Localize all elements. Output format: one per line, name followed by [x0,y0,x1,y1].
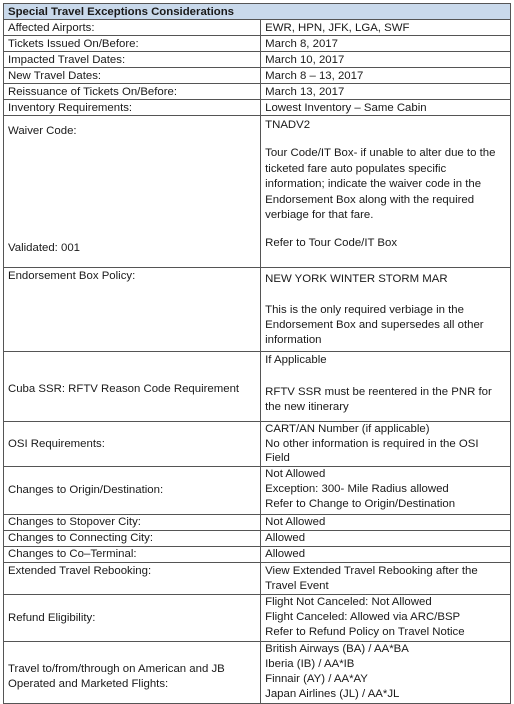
new-dates-value: March 8 – 13, 2017 [261,68,511,84]
table-row [4,546,511,562]
origin-destination-value-3: Refer to Change to Origin/Destination [265,497,456,510]
coterminal-value: Allowed [261,546,511,562]
waiver-label-cell [4,116,261,268]
table-row [4,36,511,52]
origin-destination-value-2: Exception: 300- Mile Radius allowed [265,482,449,495]
table-row [4,52,511,68]
partner-airline: Iberia (IB) / AA*IB [265,657,355,670]
osi-value-cell [261,422,511,467]
endorsement-value-cell [261,268,511,352]
table-row-extended [4,562,511,594]
table-row-waiver [4,116,511,268]
osi-value-2: No other information is required in the OSI Field [265,437,479,464]
refund-value-2: Flight Canceled: Allowed via ARC/BSP [265,610,461,623]
new-dates-label: New Travel Dates: [4,68,261,84]
table-row [4,100,511,116]
table-row [4,84,511,100]
table-row [4,530,511,546]
table-row [4,514,511,530]
table-row-origin-destination [4,466,511,514]
table-row [4,68,511,84]
table-row-partners [4,641,511,703]
partners-value-cell [261,641,511,703]
osi-value-1: CART/AN Number (if applicable) [265,423,430,435]
extended-value: View Extended Travel Rebooking after the Travel Event [261,562,511,594]
validated-label: Validated: 001 [8,242,80,254]
table-row-osi [4,422,511,467]
affected-airports-value: EWR, HPN, JFK, LGA, SWF [261,20,511,36]
waiver-code-label: Waiver Code: [8,125,77,137]
connecting-label: Changes to Connecting City: [4,530,261,546]
table-row-endorsement [4,268,511,352]
reissuance-label: Reissuance of Tickets On/Before: [4,84,261,100]
endorsement-label: Endorsement Box Policy: [4,268,261,352]
endorsement-note: This is the only required verbiage in the Endorsement Box and supersedes all other information [265,304,484,346]
table-header-row [4,4,511,20]
cuba-value: If Applicable [265,354,327,366]
table-row-cuba [4,352,511,422]
partners-label: Travel to/from/through on American and JB Operated and Marketed Flights: [4,641,261,703]
partner-airline: Japan Airlines (JL) / AA*JL [265,687,400,700]
table-row [4,20,511,36]
tickets-issued-label: Tickets Issued On/Before: [4,36,261,52]
inventory-value: Lowest Inventory – Same Cabin [261,100,511,116]
waiver-value-cell [261,116,511,268]
partner-airline: Finnair (AY) / AA*AY [265,672,368,685]
table-row-refund [4,594,511,641]
partner-airline: British Airways (BA) / AA*BA [265,642,409,655]
waiver-refer: Refer to Tour Code/IT Box [265,236,398,249]
osi-label: OSI Requirements: [4,422,261,467]
impacted-dates-value: March 10, 2017 [261,52,511,68]
table-title: Special Travel Exceptions Considerations [4,4,511,20]
refund-label: Refund Eligibility: [4,594,261,641]
cuba-value-cell [261,352,511,422]
cuba-note: RFTV SSR must be reentered in the PNR for the new itinerary [265,386,492,413]
refund-value-cell [261,594,511,641]
tour-code-note: Tour Code/IT Box- if unable to alter due to the ticketed fare auto populates specific information; indicate the waiver code in the Endorsement Box along with the required verbiage for that fare. [265,147,496,221]
connecting-value: Allowed [261,530,511,546]
refund-value-3: Refer to Refund Policy on Travel Notice [265,625,465,638]
coterminal-label: Changes to Co–Terminal: [4,546,261,562]
stopover-value: Not Allowed [261,514,511,530]
waiver-code-value: TNADV2 [265,119,311,131]
stopover-label: Changes to Stopover City: [4,514,261,530]
tickets-issued-value: March 8, 2017 [261,36,511,52]
affected-airports-label: Affected Airports: [4,20,261,36]
origin-destination-value-1: Not Allowed [265,467,326,480]
impacted-dates-label: Impacted Travel Dates: [4,52,261,68]
origin-destination-value-cell [261,466,511,514]
refund-value-1: Flight Not Canceled: Not Allowed [265,595,432,608]
cuba-label: Cuba SSR: RFTV Reason Code Requirement [4,352,261,422]
endorsement-value: NEW YORK WINTER STORM MAR [265,273,448,285]
reissuance-value: March 13, 2017 [261,84,511,100]
special-travel-exceptions-table [3,3,511,704]
extended-label: Extended Travel Rebooking: [4,562,261,594]
inventory-label: Inventory Requirements: [4,100,261,116]
origin-destination-label: Changes to Origin/Destination: [4,466,261,514]
